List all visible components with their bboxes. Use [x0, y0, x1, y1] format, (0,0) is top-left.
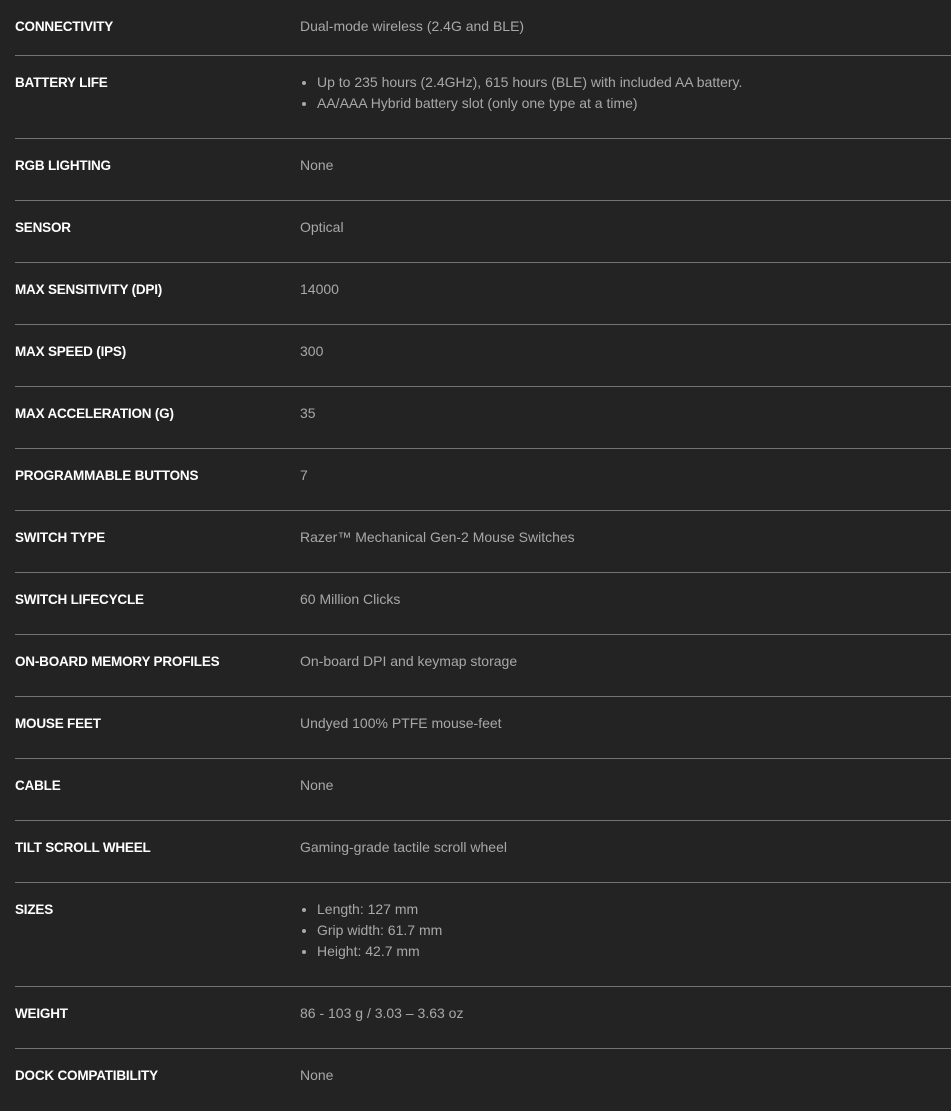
- spec-row-programmable-buttons: [15, 449, 951, 511]
- spec-label: WEIGHT: [15, 1006, 68, 1021]
- spec-value: 60 Million Clicks: [300, 591, 401, 607]
- spec-label: MAX SPEED (IPS): [15, 344, 127, 359]
- spec-label: DOCK COMPATIBILITY: [15, 1068, 158, 1083]
- spec-value: None: [300, 777, 334, 793]
- spec-value-list: [300, 72, 742, 114]
- spec-row-max-acceleration: [15, 387, 951, 449]
- spec-label: RGB LIGHTING: [15, 158, 111, 173]
- spec-label: MAX ACCELERATION (G): [15, 406, 174, 421]
- spec-value: 14000: [300, 281, 339, 297]
- spec-label: MAX SENSITIVITY (DPI): [15, 282, 163, 297]
- spec-label: SWITCH TYPE: [15, 530, 106, 545]
- spec-value: [300, 899, 442, 970]
- list-item: • AA/AAA Hybrid battery slot (only one type at a time): [317, 93, 742, 114]
- spec-row-battery-life: [15, 56, 951, 139]
- spec-row-dock-compatibility: [15, 1049, 951, 1111]
- list-item: • Length: 127 mm: [317, 899, 442, 920]
- list-item: • Up to 235 hours (2.4GHz), 615 hours (BLE) with included AA battery.: [317, 72, 742, 93]
- list-item: • Height: 42.7 mm: [317, 941, 442, 962]
- spec-value: Dual-mode wireless (2.4G and BLE): [300, 18, 525, 34]
- spec-value: None: [300, 157, 334, 173]
- spec-label: CONNECTIVITY: [15, 19, 114, 34]
- spec-value-list: [300, 899, 442, 962]
- spec-row-onboard-memory: [15, 635, 951, 697]
- spec-label: MOUSE FEET: [15, 716, 101, 731]
- spec-value: Razer™ Mechanical Gen-2 Mouse Switches: [300, 529, 575, 545]
- spec-row-tilt-scroll-wheel: [15, 821, 951, 883]
- spec-label: TILT SCROLL WHEEL: [15, 840, 151, 855]
- spec-label: ON-BOARD MEMORY PROFILES: [15, 654, 220, 669]
- spec-label: SENSOR: [15, 220, 71, 235]
- spec-value: On-board DPI and keymap storage: [300, 653, 518, 669]
- spec-value: 7: [300, 467, 308, 483]
- spec-label: CABLE: [15, 778, 61, 793]
- spec-value: [300, 72, 742, 122]
- spec-row-mouse-feet: [15, 697, 951, 759]
- spec-value: None: [300, 1067, 334, 1083]
- spec-value: 86 - 103 g / 3.03 – 3.63 oz: [300, 1005, 464, 1021]
- spec-row-max-sensitivity: [15, 263, 951, 325]
- spec-row-cable: [15, 759, 951, 821]
- spec-row-rgb-lighting: [15, 139, 951, 201]
- spec-row-sensor: [15, 201, 951, 263]
- spec-label: SIZES: [15, 902, 54, 917]
- spec-label: PROGRAMMABLE BUTTONS: [15, 468, 199, 483]
- spec-row-switch-lifecycle: [15, 573, 951, 635]
- spec-value: Gaming-grade tactile scroll wheel: [300, 839, 507, 855]
- list-item: • Grip width: 61.7 mm: [317, 920, 442, 941]
- spec-value: Optical: [300, 219, 344, 235]
- spec-label: SWITCH LIFECYCLE: [15, 592, 144, 607]
- spec-row-sizes: [15, 883, 951, 987]
- spec-row-max-speed: [15, 325, 951, 387]
- spec-value: 300: [300, 343, 324, 359]
- spec-row-connectivity: [15, 0, 951, 56]
- spec-value: 35: [300, 405, 316, 421]
- spec-value: Undyed 100% PTFE mouse-feet: [300, 715, 502, 731]
- spec-label: BATTERY LIFE: [15, 75, 108, 90]
- spec-row-weight: [15, 987, 951, 1049]
- spec-row-switch-type: [15, 511, 951, 573]
